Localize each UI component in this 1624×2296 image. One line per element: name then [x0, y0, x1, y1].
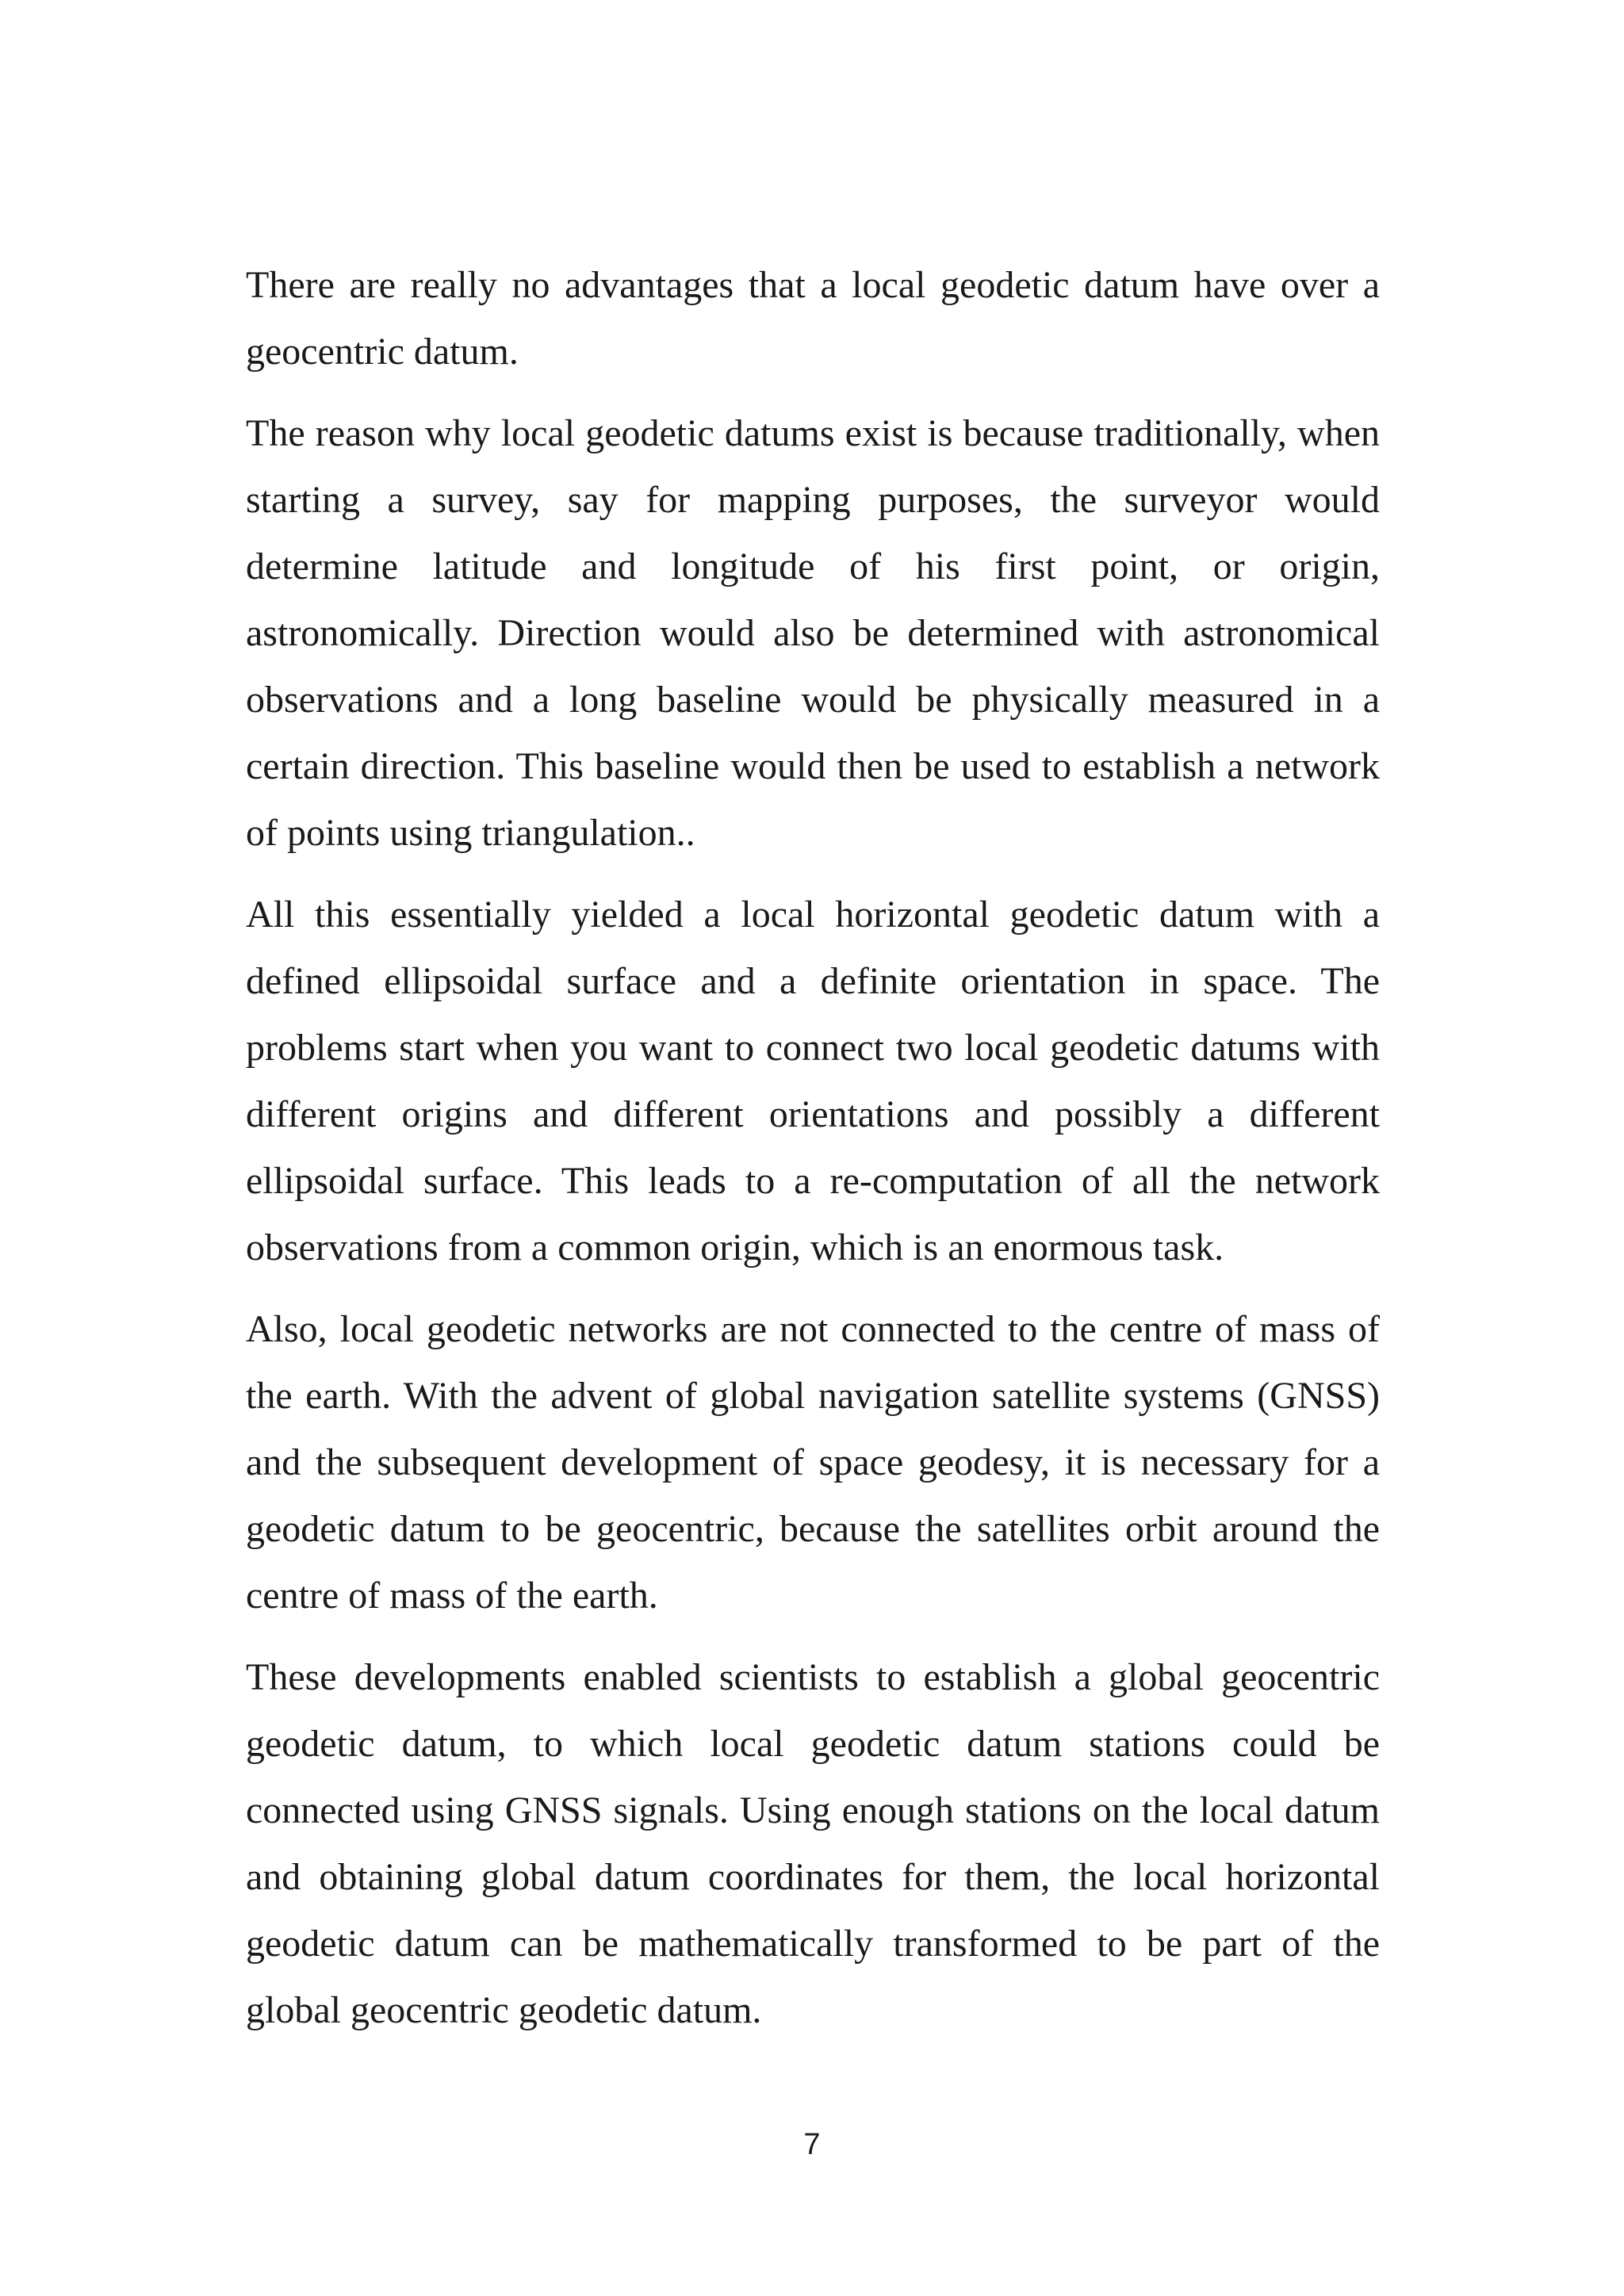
paragraph-local-datum-origin: The reason why local geodetic datums exist is because traditionally, when starting a survey, say for mapping purposes, the surveyor would determine latitude and longitude of his first point, or origin, astronomically. Direction would also be determined with astronomical observations and a long baseline would be physically measured in a certain direction. This baseline would then be used to establish a network of points using triangulation..	[246, 412, 1380, 854]
paragraph-advantages: There are really no advantages that a local geodetic datum have over a geocentric datum.	[246, 264, 1380, 373]
body-text	[246, 252, 1380, 2059]
page-number: 7	[803, 2128, 821, 2161]
paragraph-connecting-datums: All this essentially yielded a local horizontal geodetic datum with a defined ellipsoidal surface and a definite orientation in space. The problems start when you want to connect two local geodetic datums with different origins and different orientations and possibly a different ellipsoidal surface. This leads to a re-computation of all the network observations from a common origin, which is an enormous task.	[246, 894, 1380, 1269]
paragraph-centre-of-mass: Also, local geodetic networks are not connected to the centre of mass of the earth. With the advent of global navigation satellite systems (GNSS) and the subsequent development of space geodesy, it is necessary for a geodetic datum to be geocentric, because the satellites orbit around the centre of mass of the earth.	[246, 1308, 1380, 1617]
paragraph-global-geocentric-datum: These developments enabled scientists to establish a global geocentric geodetic datum, to which local geodetic datum stations could be connected using GNSS signals. Using enough stations on the local datum and obtaining global datum coordinates for them, the local horizontal geodetic datum can be mathematically transformed to be part of the global geocentric geodetic datum.	[246, 1656, 1380, 2031]
